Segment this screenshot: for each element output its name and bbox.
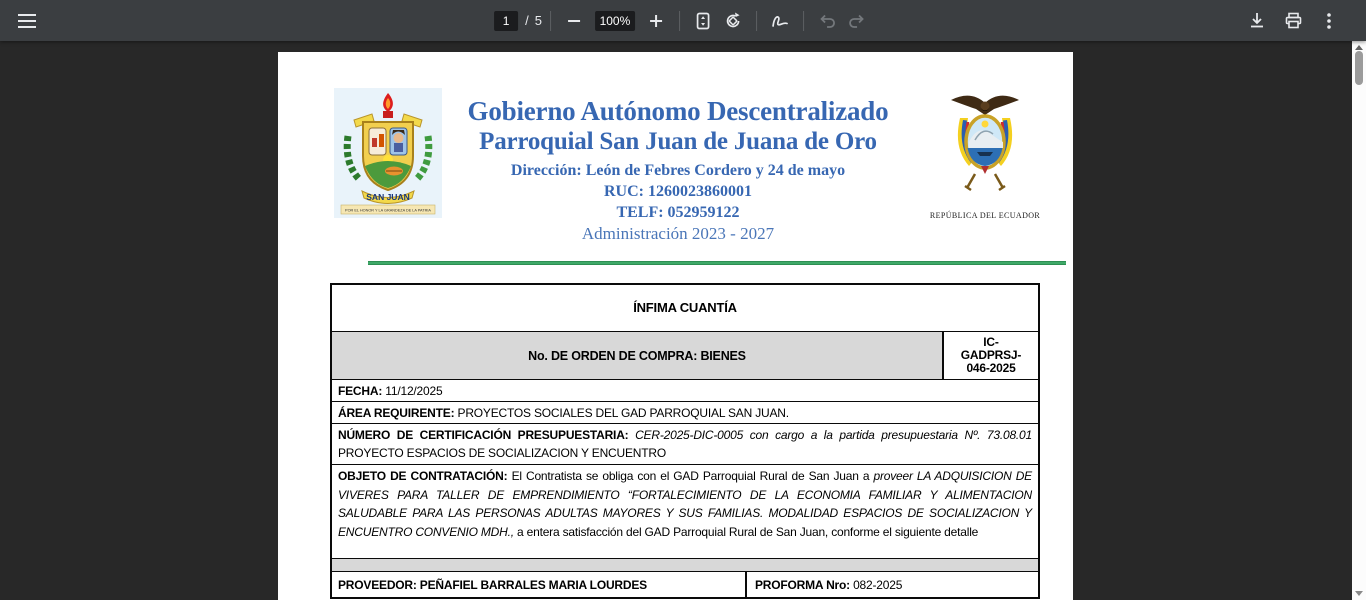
document-header — [436, 96, 920, 245]
proveedor-cell: PROVEEDOR: PEÑAFIEL BARRALES MARIA LOURDES — [332, 572, 747, 597]
org-ruc: RUC: 1260023860001 — [604, 183, 752, 200]
org-administration-period: Administración 2023 - 2027 — [581, 224, 775, 243]
org-address: Dirección: León de Febres Cordero y 24 de mayo — [510, 162, 846, 179]
more-options-button[interactable] — [1314, 6, 1344, 36]
cert-label: NÚMERO DE CERTIFICACIÓN PRESUPUESTARIA: — [338, 428, 629, 442]
vertical-scrollbar[interactable] — [1352, 41, 1366, 600]
toolbar-divider — [550, 11, 551, 31]
kebab-menu-icon — [1327, 13, 1331, 29]
annotate-button[interactable] — [765, 6, 795, 36]
menu-button[interactable] — [12, 6, 42, 36]
scroll-up-arrow[interactable] — [1355, 45, 1363, 50]
order-label-cell: No. DE ORDEN DE COMPRA: BIENES — [332, 332, 944, 379]
page-count: / 5 — [525, 13, 542, 28]
area-label: ÁREA REQUIRENTE: — [338, 406, 455, 420]
zoom-in-button[interactable] — [641, 6, 671, 36]
undo-button[interactable] — [812, 6, 842, 36]
objeto-label: OBJETO DE CONTRATACIÓN: — [338, 469, 508, 483]
zoom-out-button[interactable] — [559, 6, 589, 36]
redo-button[interactable] — [842, 6, 872, 36]
cert-code: CER-2025-DIC-0005 con cargo a la partida presupuestaria Nº. 73.08.01 — [628, 428, 1032, 442]
toolbar-divider — [756, 11, 757, 31]
ecuador-coat-of-arms — [928, 90, 1042, 220]
proveedor-row — [332, 571, 1038, 597]
objeto-contratacion-row — [332, 464, 1038, 558]
undo-icon — [818, 13, 836, 29]
fecha-label: FECHA: — [338, 384, 383, 398]
scrollbar-thumb[interactable] — [1355, 51, 1363, 85]
cert-project: PROYECTO ESPACIOS DE SOCIALIZACION Y ENCUENTRO — [338, 446, 666, 460]
proforma-value: 082-2025 — [849, 578, 903, 592]
order-code-cell: IC- GADPRSJ- 046-2025 — [960, 335, 1022, 375]
plus-icon — [649, 14, 663, 28]
objeto-detail: proveer LA ADQUISICION DE VIVERES PARA TALLER DE EMPRENDIMIENTO “FORTALECIMIENTO DE LA ECONOMIA FAMILIAR Y ALIMENTACION SALUDABLE PARA LAS PERSONAS ADULTAS MAYORES Y SUS FAMILIAS. MODALIDAD ESPACIOS DE SOCIALIZACION Y ENCUENTRO CONVENIO MDH., — [338, 469, 1032, 539]
spacer-row — [332, 558, 1038, 571]
toolbar-divider — [679, 11, 680, 31]
area-requirente-row — [332, 401, 1038, 423]
minus-icon — [567, 14, 581, 28]
scroll-down-arrow[interactable] — [1355, 591, 1363, 596]
org-phone: TELF: 052959122 — [616, 204, 740, 221]
purchase-order-table — [330, 283, 1040, 599]
fit-page-icon — [695, 12, 711, 30]
objeto-intro: El Contratista se obliga con el GAD Parroquial Rural de San Juan a — [507, 469, 874, 483]
org-title-line2: Parroquial San Juan de Juana de Oro — [479, 128, 877, 155]
proforma-cell — [747, 572, 1038, 597]
objeto-closing: a entera satisfacción del GAD Parroquial Rural de San Juan, conforme el siguiente detalle — [513, 524, 979, 539]
area-value: PROYECTOS SOCIALES DEL GAD PARROQUIAL SAN JUAN. — [454, 406, 789, 420]
header-divider-rule — [368, 261, 1066, 265]
republic-caption: REPÚBLICA DEL ECUADOR — [929, 211, 1041, 220]
order-number-row — [332, 331, 1038, 379]
infima-cuantia-title: ÍNFIMA CUANTÍA — [633, 300, 737, 315]
download-icon — [1249, 12, 1265, 29]
seal-name-text: SAN JUAN — [366, 192, 410, 202]
redo-icon — [848, 13, 866, 29]
seal-motto-text: POR EL HONOR Y LA GRANDEZA DE LA PATRIA — [345, 208, 431, 213]
fecha-row — [332, 379, 1038, 401]
fit-to-page-button[interactable] — [688, 6, 718, 36]
fecha-value: 11/12/2025 — [382, 384, 443, 398]
pdf-viewer-toolbar — [0, 0, 1366, 41]
pdf-page — [278, 52, 1073, 600]
annotate-pen-icon — [770, 13, 790, 29]
rotate-button[interactable] — [718, 6, 748, 36]
print-icon — [1285, 12, 1302, 29]
page-number-input[interactable] — [494, 11, 518, 31]
org-title-line1: Gobierno Autónomo Descentralizado — [467, 96, 889, 126]
certificacion-row — [332, 423, 1038, 464]
toolbar-divider — [803, 11, 804, 31]
rotate-icon — [724, 12, 742, 30]
proforma-label: PROFORMA Nro: — [755, 578, 850, 592]
san-juan-coat-of-arms — [334, 88, 442, 218]
zoom-level[interactable]: 100% — [595, 11, 635, 31]
print-button[interactable] — [1278, 6, 1308, 36]
download-button[interactable] — [1242, 6, 1272, 36]
table-title-row — [332, 285, 1038, 331]
hamburger-menu-icon — [18, 14, 36, 28]
